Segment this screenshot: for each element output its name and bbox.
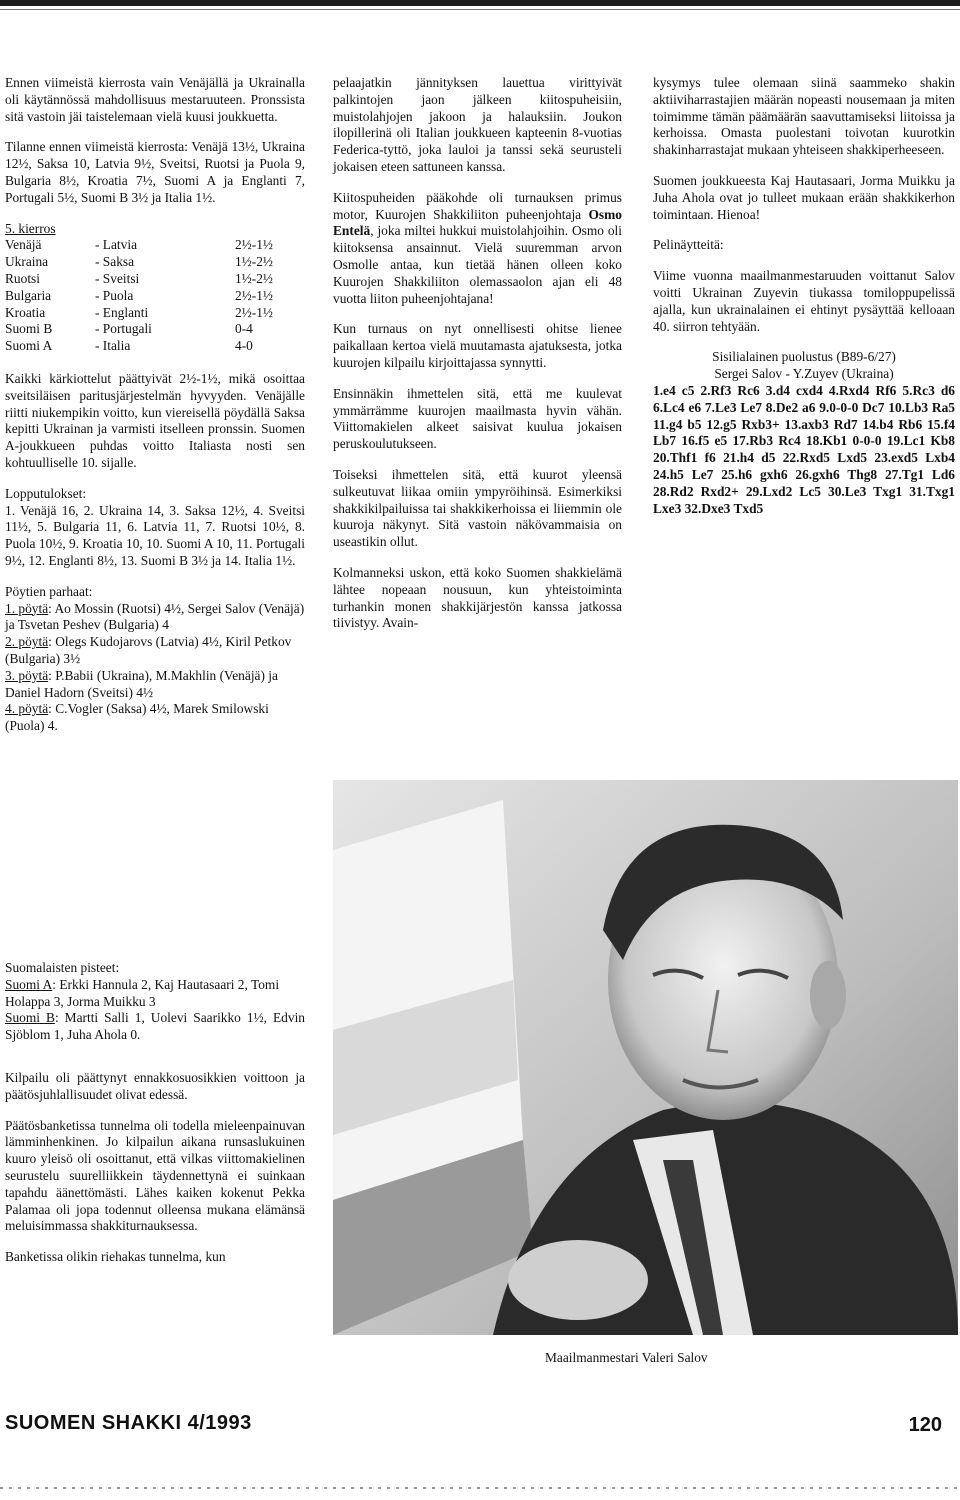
col3-paragraph-2: Suomen joukkueesta Kaj Hautasaari, Jorma Muikku ja Juha Ahola ovat jo tulleet mukaan erään shakkikerhon toimintaan. Hienoa! — [653, 172, 955, 222]
game-moves: 1.e4 c5 2.Rf3 Rc6 3.d4 cxd4 4.Rxd4 Rf6 5.Rc3 d6 6.Lc4 e6 7.Le3 Le7 8.De2 a6 9.0-0-0 Dc7 10.Lb3 Ra5 11.g4 b5 12.g5 Rxb3+ 13.axb3 Rd7 14.b4 Rb6 15.f4 Lb7 16.f5 e5 17.Rb3 Rc4 18.Kb1 0-0-0 19.Lc1 Kb8 20.Thf1 f6 21.h4 d5 22.Rxd5 Lxd5 23.exd5 Lxb4 24.h5 Le7 25.h6 gxh6 26.gxh6 Thg8 27.Tg1 Ld6 28.Rd2 Rxd2+ 29.Lxd2 Lc5 30.Le3 Txg1 31.Txg1 Lxe3 32.Dxe3 Txd5 — [653, 382, 955, 516]
table-row — [5, 321, 305, 338]
photo-caption: Maailmanmestari Valeri Salov — [545, 1350, 708, 1365]
top-rule-thin — [0, 9, 960, 10]
result-score: 1½-2½ — [235, 270, 273, 286]
col2-paragraph-1: pelaajatkin jännityksen lauettua virittyivät palkintojen jaon jälkeen kiitospuheisiin, muistolahjojen jakoon ja halauksiin. Joukon ilopillerinä oli Italian joukkueen kapteenin 8-vuotias Federica-tyttö, joka lauloi ja tanssi sekä seurusteli jokaisen eteen sattuneen kanssa. — [333, 75, 622, 174]
result-score: 2½-1½ — [235, 287, 273, 303]
table-row — [5, 338, 305, 355]
boards-list — [5, 601, 305, 735]
game-opening: Sisilialainen puolustus (B89-6/27) — [712, 349, 896, 365]
final-results-title: Lopputulokset: — [5, 485, 87, 501]
result-score: 1½-2½ — [235, 254, 273, 270]
col3-paragraph-1: kysymys tulee olemaan siinä saammeko shakin aktiiviharrastajien määrän nopeasti nousemaan ja miten toimimme tämän päämäärän saavuttamiseksi liitoissa ja kerhoissa. Omasta puolestani toivotan kuurotkin shakinharrastajat mukaan yhteiseen shakkiperheeseen. — [653, 75, 955, 158]
col3-paragraph-3: Pelinäytteitä: — [653, 237, 724, 253]
result-away: - Latvia — [95, 237, 138, 253]
points-a-text: : Erkki Hannula 2, Kaj Hautasaari 2, Tomi Holappa 3, Jorma Muikku 3 — [5, 976, 280, 1009]
col2-paragraph-6: Kolmanneksi uskon, että koko Suomen shakkielämä lähtee nopeaan nousuun, kun yhteistoiminta turhankin monen shakkijärjestön kanssa jatkossa tiivistyy. Avain- — [333, 564, 622, 631]
col1-paragraph-5: Päätösbanketissa tunnelma oli todella mieleenpainuvan lämminhenkinen. Jo kilpailun aikana runsaslukuinen kuuro yleisö oli osoittanut, että vilkas viittomakielinen seurustelu suurelliikkein täydennettynä ei suinkaan tapahdu äänettömästi. Lähes kaiken kokenut Pekka Palamaa oli jopa todennut olleensa mukana elämänsä meluisimmassa shakkiturnauksessa. — [5, 1117, 305, 1234]
col3-paragraph-4: Viime vuonna maailmanmestaruuden voittanut Salov voitti Ukrainan Zuyevin tiukassa tomiloppupelissä ajalla, kun ukrainalainen ei ehtinyt pysäyttää kelloaan 40. siirron tehtyään. — [653, 268, 955, 334]
game-players: Sergei Salov - Y.Zuyev (Ukraina) — [714, 366, 894, 382]
col2-p2-name: Osmo Entelä — [333, 206, 622, 239]
result-away: - Saksa — [95, 254, 135, 270]
board-text: : P.Babii (Ukraina), M.Makhlin (Venäjä) ja Daniel Hadorn (Sveitsi) 4½ — [5, 667, 278, 700]
result-away: - Italia — [95, 338, 131, 354]
bottom-rule — [0, 1487, 960, 1489]
board-label: 4. pöytä — [5, 701, 49, 717]
list-item — [5, 601, 305, 635]
result-score: 2½-1½ — [235, 304, 273, 320]
col2-p2-start: Kiitospuheiden pääkohde oli turnauksen primus motor, Kuurojen Shakkiliiton puheenjohtaja — [333, 189, 622, 222]
magazine-title: SUOMEN SHAKKI 4/1993 — [5, 1412, 252, 1434]
points-suomi-a — [5, 977, 305, 1011]
points-a-label: Suomi A — [5, 976, 53, 992]
points-b-label: Suomi B — [5, 1010, 55, 1026]
board-label: 1. pöytä — [5, 600, 49, 616]
round-title: 5. kierros — [5, 220, 56, 236]
column-1 — [5, 75, 305, 749]
col1-paragraph-6: Banketissa olikin riehakas tunnelma, kun — [5, 1249, 226, 1265]
round-results-table — [5, 237, 305, 355]
result-away: - Sveitsi — [95, 270, 140, 286]
result-score: 4-0 — [235, 338, 253, 354]
list-item — [5, 634, 305, 668]
result-away: - Portugali — [95, 321, 152, 337]
top-rule — [0, 0, 960, 6]
final-results-text: 1. Venäjä 16, 2. Ukraina 14, 3. Saksa 12½, 4. Sveitsi 11½, 5. Bulgaria 11, 6. Latvia 11, 7. Ruotsi 10½, 8. Puola 10½, 9. Kroatia 10, 10. Suomi A 10, 11. Portugali 9½, 12. Englanti 8½, 13. Suomi B 3½ ja 14. Italia 1½. — [5, 502, 305, 568]
col2-p2-end: , joka miltei hukkui muistolahjoihin. Osmo oli kiitoksensa ansainnut. Vielä suuremman arvon Osmolle antaa, kun tietää hänen olleen koko Kuurojen Shakkiliiton olemassaolon ajan eli 48 vuotta liiton puheenjohtajana! — [333, 223, 622, 306]
col1-paragraph-3: Kaikki kärkiottelut päättyivät 2½-1½, mikä osoittaa sveitsiläisen paritusjärjestelmän hyvyyden. Venäjälle riitti niukempikin voitto, kun viereisellä pöydällä Saksa kepitti Ukrainan ja varmisti itselleen pronssin. Suomen A-joukkueen puhdas voitto Italiasta nosti sen kohtuulliselle 10. sijalle. — [5, 370, 305, 470]
result-home: Bulgaria — [5, 287, 52, 303]
list-item — [5, 668, 305, 702]
board-label: 2. pöytä — [5, 634, 49, 650]
col2-paragraph-4: Ensinnäkin ihmettelen sitä, että me kuulevat ymmärrämme kuurojen maailmasta hyvin vähän. Viittomakielen alkeet saisivat kuulua jokaisen peruskoulutukseen. — [333, 385, 622, 452]
boards-title: Pöytien parhaat: — [5, 583, 93, 599]
table-row — [5, 288, 305, 305]
col1-paragraph-2: Tilanne ennen viimeistä kierrosta: Venäjä 13½, Ukraina 12½, Saksa 10, Latvia 9½, Sveitsi, Ruotsi ja Puola 9, Bulgaria 8½, Kroatia 7½, Suomi A ja Englanti 7, Portugali 5½, Suomi B 3½ ja Italia 1½. — [5, 139, 305, 205]
column-2 — [333, 75, 622, 646]
photo-valeri-salov — [333, 780, 958, 1335]
table-row — [5, 237, 305, 254]
column-3 — [653, 75, 955, 531]
result-home: Ruotsi — [5, 270, 40, 286]
col2-paragraph-5: Toiseksi ihmettelen sitä, että kuurot yleensä sulkeutuvat liikaa omiin ympyröihinsä. Esimerkiksi shakkikilpailuissa tai shakkikerhoissa ei liiemmin ole kuuroja näkynyt. Sitä vastoin näkövammaisia on useastikin ollut. — [333, 466, 622, 550]
list-item — [5, 701, 305, 735]
col1-paragraph-1: Ennen viimeistä kierrosta vain Venäjällä ja Ukrainalla oli käytännössä mahdollisuus mestaruuteen. Pronssista sitä vastoin jäi taistelemaan vielä kuusi joukkuetta. — [5, 75, 305, 124]
col2-paragraph-3: Kun turnaus on nyt onnellisesti ohitse lienee paikallaan kertoa vielä muutamasta ajatuksesta, jotka kuurojen kilpailu kirjoittajassa synnytti. — [333, 321, 622, 370]
column-1-lower — [5, 960, 305, 1280]
result-away: - Puola — [95, 287, 134, 303]
result-away: - Englanti — [95, 304, 149, 320]
points-title: Suomalaisten pisteet: — [5, 960, 120, 975]
board-text: : C.Vogler (Saksa) 4½, Marek Smilowski (Puola) 4. — [5, 701, 269, 734]
page-number: 120 — [908, 1414, 942, 1436]
result-home: Ukraina — [5, 254, 49, 270]
table-row — [5, 305, 305, 322]
table-row — [5, 271, 305, 288]
result-home: Suomi B — [5, 321, 53, 337]
board-text: : Olegs Kudojarovs (Latvia) 4½, Kiril Petkov (Bulgaria) 3½ — [5, 634, 292, 666]
table-row — [5, 254, 305, 271]
result-score: 0-4 — [235, 321, 253, 337]
result-home: Venäjä — [5, 237, 42, 253]
result-score: 2½-1½ — [235, 237, 273, 253]
photo-illustration — [333, 780, 958, 1335]
col1-paragraph-4: Kilpailu oli päättynyt ennakkosuosikkien voittoon ja päätösjuhlallisuudet olivat edessä. — [5, 1069, 305, 1102]
points-b-text: : Martti Salli 1, Uolevi Saarikko 1½, Edvin Sjöblom 1, Juha Ahola 0. — [5, 1010, 305, 1043]
points-suomi-b — [5, 1010, 305, 1044]
board-label: 3. pöytä — [5, 667, 49, 683]
col2-paragraph-2 — [333, 190, 622, 308]
board-text: : Ao Mossin (Ruotsi) 4½, Sergei Salov (Venäjä) ja Tsvetan Peshev (Bulgaria) 4 — [5, 600, 305, 633]
result-home: Suomi A — [5, 338, 53, 354]
result-home: Kroatia — [5, 304, 46, 320]
